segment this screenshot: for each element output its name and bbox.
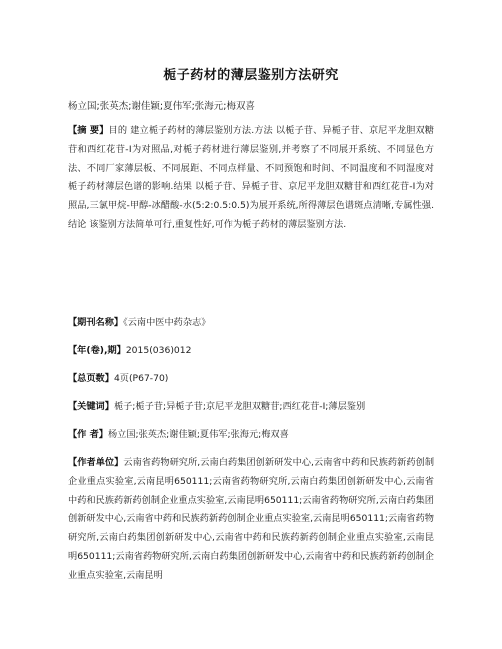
issue-field (68, 342, 434, 361)
keywords-value: 栀子;栀子苷;异栀子苷;京尼平龙胆双糖苷;西红花苷-Ⅰ;薄层鉴别 (113, 401, 366, 412)
page-count-field (68, 370, 434, 389)
byline-field (68, 426, 434, 445)
journal-field (68, 314, 434, 333)
byline-label: 【作 者】 (68, 429, 108, 440)
document-title: 栀子药材的薄层鉴别方法研究 (163, 68, 339, 83)
author-line: 杨立国;张英杰;谢佳颖;夏伟军;张海元;梅双喜 (68, 101, 256, 112)
affiliation-label: 【作者单位】 (68, 457, 124, 468)
page-count-label: 【总页数】 (68, 373, 114, 384)
issue-value: 2015(036)012 (125, 345, 192, 356)
keywords-field (68, 398, 434, 417)
affiliation-field (68, 454, 434, 586)
abstract-section (68, 122, 434, 235)
affiliation-value: 云南省药物研究所,云南白药集团创新研发中心,云南省中药和民族药新药创制企业重点实验室,云南昆明650111;云南省药物研究所,云南白药集团创新研发中心,云南省中药和民族药新药创制企业重点实验室,云南昆明650111;云南省药物研究所,云南白药集团创新研发中心,云南省中药和民族药新药创制企业重点实验室,云南昆明650111;云南省药物研究所,云南白药集团创新研发中心,云南省中药和民族药新药创制企业重点实验室,云南昆明650111;云南省药物研究所,云南白药集团创新研发中心,云南省中药和民族药新药创制企业重点实验室,云南昆明 (68, 457, 435, 581)
journal-label: 【期刊名称】 (68, 317, 124, 328)
byline-value: 杨立国;张英杰;谢佳颖;夏伟军;张海元;梅双喜 (107, 429, 289, 440)
abstract-text: 目的 建立栀子药材的薄层鉴别方法.方法 以栀子苷、异栀子苷、京尼平龙胆双糖苷和西红花苷-Ⅰ为对照品,对栀子药材进行薄层鉴别,并考察了不同展开系统、不同显色方法、不同厂家薄层板、不同展距、不同点样量、不同预饱和时间、不同温度和不同湿度对栀子药材薄层色谱的影响.结果 以栀子苷、异栀子苷、京尼平龙胆双糖苷和西红花苷-Ⅰ为对照品,三氯甲烷-甲醇-冰醋酸-水(5:2:0.5:0.5)为展开系统,所得薄层色谱斑点清晰,专属性强.结论 该鉴别方法简单可行,重复性好,可作为栀子药材的薄层鉴别方法. (68, 125, 434, 230)
keywords-label: 【关键词】 (68, 401, 114, 412)
page-count-value: 4页(P67-70) (113, 373, 169, 384)
issue-label: 【年(卷),期】 (68, 345, 126, 356)
journal-value: 《云南中医中药杂志》 (123, 317, 211, 328)
abstract-label: 【摘 要】 (68, 125, 109, 136)
